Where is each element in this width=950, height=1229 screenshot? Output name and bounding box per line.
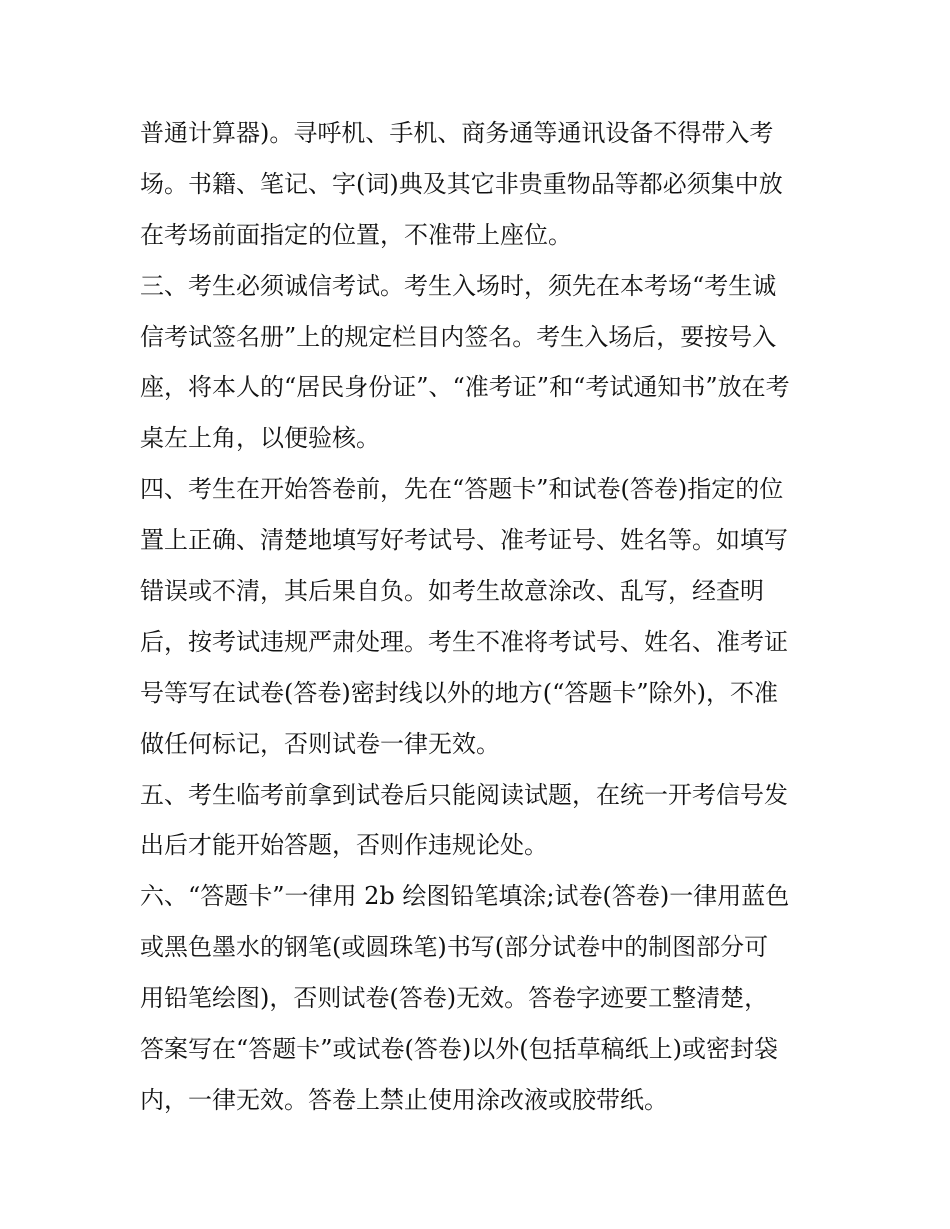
text-line: 桌左上角，以便验核。: [140, 424, 380, 453]
text-line: 在考场前面指定的位置，不准带上座位。: [140, 220, 572, 249]
text-line: 内，一律无效。答卷上禁止使用涂改液或胶带纸。: [140, 1085, 668, 1114]
text-line: 信考试签名册”上的规定栏目内签名。考生入场后，要按号入: [140, 322, 777, 351]
document-body: [140, 108, 820, 1126]
text-line: 用铅笔绘图)，否则试卷(答卷)无效。答卷字迹要工整清楚，: [140, 984, 769, 1013]
section-six-line: 六、“答题卡”一律用 2b 绘图铅笔填涂;试卷(答卷)一律用蓝色: [140, 882, 790, 911]
section-five-line: 五、考生临考前拿到试卷后只能阅读试题，在统一开考信号发: [140, 780, 788, 809]
text-line: 座，将本人的“居民身份证”、“准考证”和“考试通知书”放在考: [140, 373, 790, 402]
text-line: 或黑色墨水的钢笔(或圆珠笔)书写(部分试卷中的制图部分可: [140, 933, 769, 962]
text-line: 号等写在试卷(答卷)密封线以外的地方(“答题卡”除外)，不准: [140, 678, 778, 707]
text-line: 普通计算器)。寻呼机、手机、商务通等通讯设备不得带入考: [140, 119, 774, 147]
text-line: 置上正确、清楚地填写好考试号、准考证号、姓名等。如填写: [140, 526, 788, 555]
text-line: 答案写在“答题卡”或试卷(答卷)以外(包括草稿纸上)或密封袋: [140, 1035, 778, 1064]
text-line: 出后才能开始答题，否则作违规论处。: [140, 831, 548, 860]
text-line: 错误或不清，其后果自负。如考生故意涂改、乱写，经查明: [140, 577, 764, 606]
text-line: 后，按考试违规严肃处理。考生不准将考试号、姓名、准考证: [140, 627, 788, 656]
section-four-line: 四、考生在开始答卷前，先在“答题卡”和试卷(答卷)指定的位: [140, 475, 784, 504]
section-three-line: 三、考生必须诚信考试。考生入场时，须先在本考场“考生诚: [140, 271, 777, 300]
text-line: 场。书籍、笔记、字(词)典及其它非贵重物品等都必须集中放: [140, 169, 783, 198]
text-line: 做任何标记，否则试卷一律无效。: [140, 729, 500, 758]
